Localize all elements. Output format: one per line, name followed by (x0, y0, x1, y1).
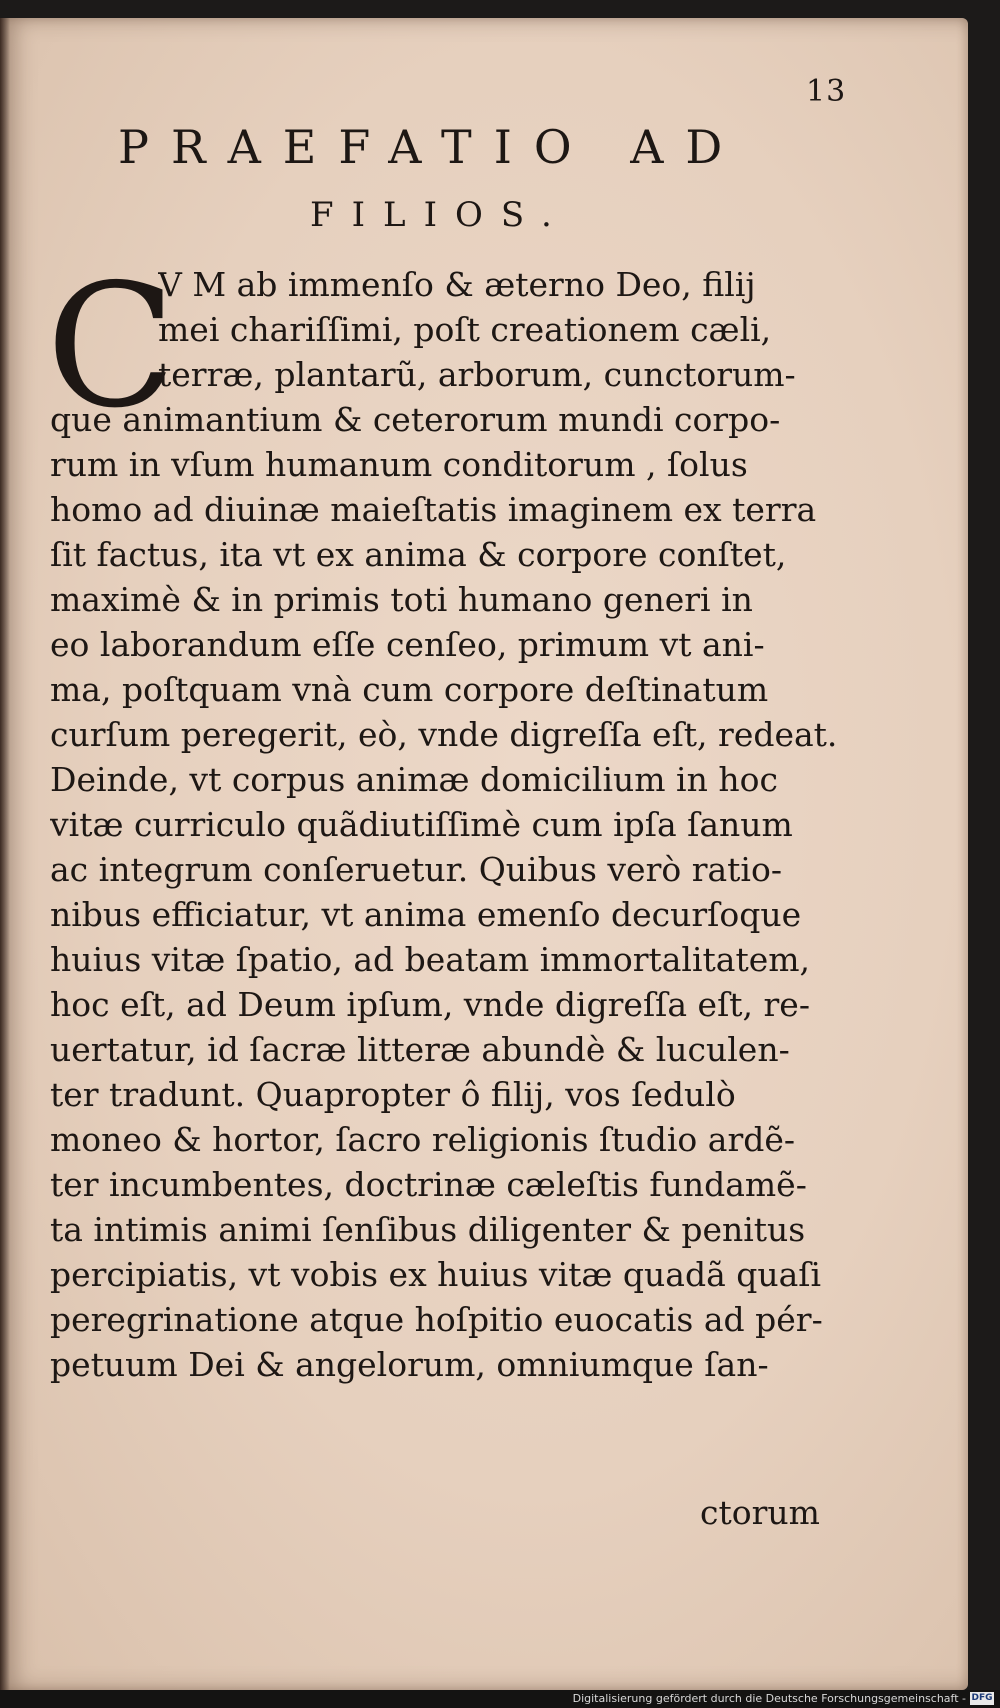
drop-cap-initial: C (46, 248, 177, 446)
text-line: huius vitæ ſpatio, ad beatam immortalitatem, (50, 940, 811, 979)
text-line: peregrinatione atque hoſpitio euocatis ad pér- (50, 1300, 823, 1339)
heading-title: PRAEFATIO AD (118, 120, 745, 174)
page-number: 13 (806, 74, 847, 109)
text-line: vitæ curriculo quãdiutiſſimè cum ipſa ſanum (50, 805, 793, 844)
text-line: moneo & hortor, ſacro religionis ſtudio ardẽ- (50, 1120, 796, 1159)
text-line: ac integrum conſeruetur. Quibus verò ratio- (50, 850, 782, 889)
text-line: maximè & in primis toti humano generi in (50, 580, 753, 619)
heading-subtitle: FILIOS. (310, 195, 570, 235)
text-line: petuum Dei & angelorum, omniumque ſan- (50, 1345, 769, 1384)
text-line: que animantium & ceterorum mundi corpo- (50, 400, 781, 439)
text-line: Deinde, vt corpus animæ domicilium in hoc (50, 760, 778, 799)
text-line: homo ad diuinæ maieſtatis imaginem ex terra (50, 490, 817, 529)
text-line: percipiatis, vt vobis ex huius vitæ quadã quaſi (50, 1255, 822, 1294)
dfg-logo: DFG (971, 1693, 993, 1703)
page-gutter-shadow (0, 18, 10, 1690)
text-line: ter tradunt. Quapropter ô filij, vos ſedulò (50, 1075, 736, 1114)
text-line: V M ab immenſo & æterno Deo, filij (158, 265, 756, 304)
text-line: uertatur, id ſacræ litteræ abundè & luculen- (50, 1030, 790, 1069)
text-line: eo laborandum eſſe cenſeo, primum vt ani- (50, 625, 765, 664)
text-line: ma, poſtquam vnà cum corpore deſtinatum (50, 670, 769, 709)
text-line: hoc eſt, ad Deum ipſum, vnde digreſſa eſt, re- (50, 985, 810, 1024)
text-line: terræ, plantarũ, arborum, cunctorum- (158, 355, 796, 394)
text-line: curſum peregerit, eò, vnde digreſſa eſt, redeat. (50, 715, 838, 754)
text-line: rum in vſum humanum conditorum , ſolus (50, 445, 748, 484)
text-line: nibus efficiatur, vt anima emenſo decurſoque (50, 895, 802, 934)
text-line: ſit factus, ita vt ex anima & corpore conſtet, (50, 535, 787, 574)
footer-credit: Digitalisierung gefördert durch die Deutsche Forschungsgemeinschaft - (572, 1692, 966, 1705)
text-line: ter incumbentes, doctrinæ cæleſtis fundamẽ- (50, 1165, 807, 1204)
catchword: ctorum (700, 1493, 820, 1532)
text-line: ta intimis animi ſenſibus diligenter & penitus (50, 1210, 806, 1249)
text-line: mei chariſſimi, poſt creationem cæli, (158, 310, 772, 349)
